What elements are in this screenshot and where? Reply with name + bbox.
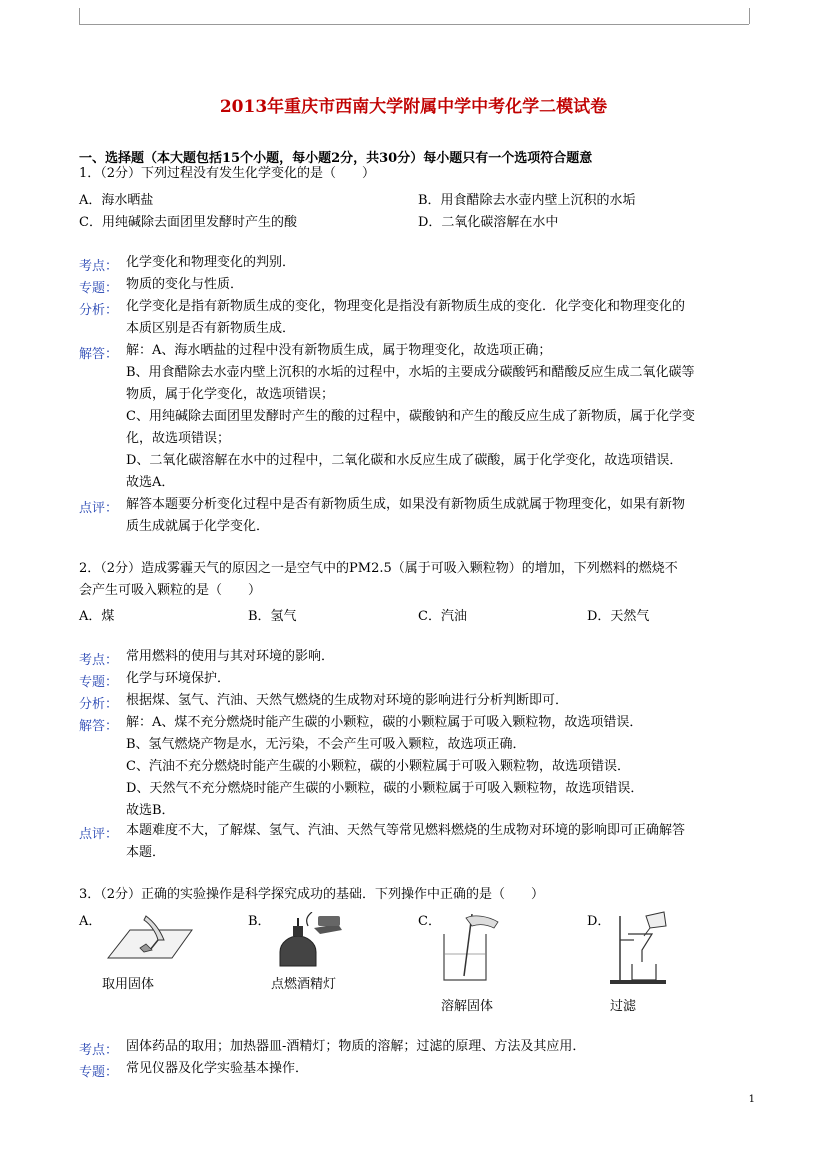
- q1-dianping-line: 解答本题要分析变化过程中是否有新物质生成，如果没有新物质生成就属于物理变化，如果有新物: [126, 497, 686, 512]
- q3-stem: 3．（2分）正确的实验操作是科学探究成功的基础．下列操作中正确的是（ ）: [79, 887, 545, 902]
- alcohol-lamp-lighting-illustration: [268, 912, 348, 968]
- q2-zhuanti-label: 专题：: [79, 675, 119, 690]
- q3-zhuanti: 常见仪器及化学实验基本操作．: [126, 1061, 309, 1076]
- q1-jieda-line: C、用纯碱除去面团里发酵时产生的酸的过程中，碳酸钠和产生的酸反应生成了新物质，属于化学变: [126, 409, 695, 424]
- q1-fenxi-label: 分析：: [79, 303, 119, 318]
- q1-option-d: D．二氧化碳溶解在水中: [418, 215, 559, 230]
- q2-jieda-line: B、氢气燃烧产物是水，无污染，不会产生可吸入颗粒，故选项正确．: [126, 737, 526, 752]
- q2-kaodian: 常用燃料的使用与其对环境的影响．: [126, 649, 335, 664]
- q1-zhuanti-label: 专题：: [79, 281, 119, 296]
- q3-caption-c: 溶解固体: [441, 999, 494, 1014]
- q2-zhuanti: 化学与环境保护．: [126, 671, 231, 686]
- q1-jieda-line: 物质，属于化学变化，故选项错误；: [126, 387, 335, 402]
- q1-kaodian: 化学变化和物理变化的判别．: [126, 255, 296, 270]
- q3-zhuanti-label: 专题：: [79, 1065, 119, 1080]
- q2-jieda-label: 解答：: [79, 719, 119, 734]
- q1-dianping-line: 质生成就属于化学变化．: [126, 519, 270, 534]
- q1-jieda-line: 故选A．: [126, 475, 175, 490]
- q2-jieda-line: 解：A、煤不充分燃烧时能产生碳的小颗粒，碳的小颗粒属于可吸入颗粒物，故选项错误．: [126, 715, 643, 730]
- q1-option-b: B．用食醋除去水壶内壁上沉积的水垢: [418, 193, 636, 208]
- q1-fenxi-line: 化学变化是指有新物质生成的变化，物理变化是指没有新物质生成的变化．化学变化和物理变化的: [126, 299, 686, 314]
- q2-fenxi-label: 分析：: [79, 697, 119, 712]
- q1-fenxi-line: 本质区别是否有新物质生成．: [126, 321, 296, 336]
- q1-jieda-line: 化，故选项错误；: [126, 431, 231, 446]
- q2-fenxi: 根据煤、氢气、汽油、天然气燃烧的生成物对环境的影响进行分析判断即可．: [126, 693, 569, 708]
- q1-zhuanti: 物质的变化与性质．: [126, 277, 244, 292]
- q1-option-a: A．海水晒盐: [79, 193, 154, 208]
- page-title: 2013年重庆市西南大学附属中学中考化学二模试卷: [219, 97, 608, 117]
- q1-jieda-line: D、二氧化碳溶解在水中的过程中，二氧化碳和水反应生成了碳酸，属于化学变化，故选项错误．: [126, 453, 683, 468]
- crop-mark-right: [749, 8, 750, 24]
- dissolving-solid-illustration: [436, 914, 508, 986]
- q1-jieda-line: B、用食醋除去水壶内壁上沉积的水垢的过程中，水垢的主要成分碳酸钙和醋酸反应生成二氧化碳等: [126, 365, 695, 380]
- q3-option-d: D．: [587, 914, 611, 929]
- filtration-illustration: [606, 910, 672, 986]
- q2-jieda-line: C、汽油不充分燃烧时能产生碳的小颗粒，碳的小颗粒属于可吸入颗粒物，故选项错误．: [126, 759, 630, 774]
- q2-stem-line: 会产生可吸入颗粒的是（ ）: [79, 583, 262, 598]
- q3-option-c: C．: [418, 914, 441, 929]
- solid-taking-illustration: [100, 914, 196, 966]
- q2-dianping-line: 本题．: [126, 845, 166, 860]
- q2-kaodian-label: 考点：: [79, 653, 119, 668]
- q3-kaodian: 固体药品的取用；加热器皿-酒精灯；物质的溶解；过滤的原理、方法及其应用．: [126, 1039, 586, 1054]
- q3-option-a: A．: [79, 914, 102, 929]
- q1-jieda-label: 解答：: [79, 347, 119, 362]
- q2-stem-line: 2．（2分）造成雾霾天气的原因之一是空气中的PM2.5（属于可吸入颗粒物）的增加，下列燃料的燃烧不: [79, 561, 678, 576]
- header-rule: [79, 24, 749, 25]
- q3-caption-d: 过滤: [610, 999, 637, 1014]
- page-number: 1: [748, 1094, 755, 1105]
- q1-kaodian-label: 考点：: [79, 259, 119, 274]
- q2-jieda-line: D、天然气不充分燃烧时能产生碳的小颗粒，碳的小颗粒属于可吸入颗粒物，故选项错误．: [126, 781, 644, 796]
- q3-caption-a: 取用固体: [102, 977, 155, 992]
- q2-dianping-label: 点评：: [79, 827, 119, 842]
- q1-jieda-line: 解：A、海水晒盐的过程中没有新物质生成，属于物理变化，故选项正确；: [126, 343, 552, 358]
- q3-kaodian-label: 考点：: [79, 1043, 119, 1058]
- q2-option-c: C．汽油: [418, 609, 467, 624]
- crop-mark-left: [79, 8, 80, 24]
- q2-option-b: B．氢气: [248, 609, 297, 624]
- section-heading: 一、选择题（本大题包括15个小题，每小题2分，共30分）每小题只有一个选项符合题意: [79, 151, 593, 166]
- q3-caption-b: 点燃酒精灯: [271, 977, 337, 992]
- q2-jieda-line: 故选B．: [126, 803, 175, 818]
- q2-dianping-line: 本题难度不大，了解煤、氢气、汽油、天然气等常见燃料燃烧的生成物对环境的影响即可正确解答: [126, 823, 686, 838]
- q2-option-d: D．天然气: [587, 609, 650, 624]
- q2-option-a: A．煤: [79, 609, 115, 624]
- q1-option-c: C．用纯碱除去面团里发酵时产生的酸: [79, 215, 297, 230]
- q3-option-b: B．: [248, 914, 271, 929]
- q1-stem: 1．（2分）下列过程没有发生化学变化的是（ ）: [79, 166, 376, 181]
- q1-dianping-label: 点评：: [79, 501, 119, 516]
